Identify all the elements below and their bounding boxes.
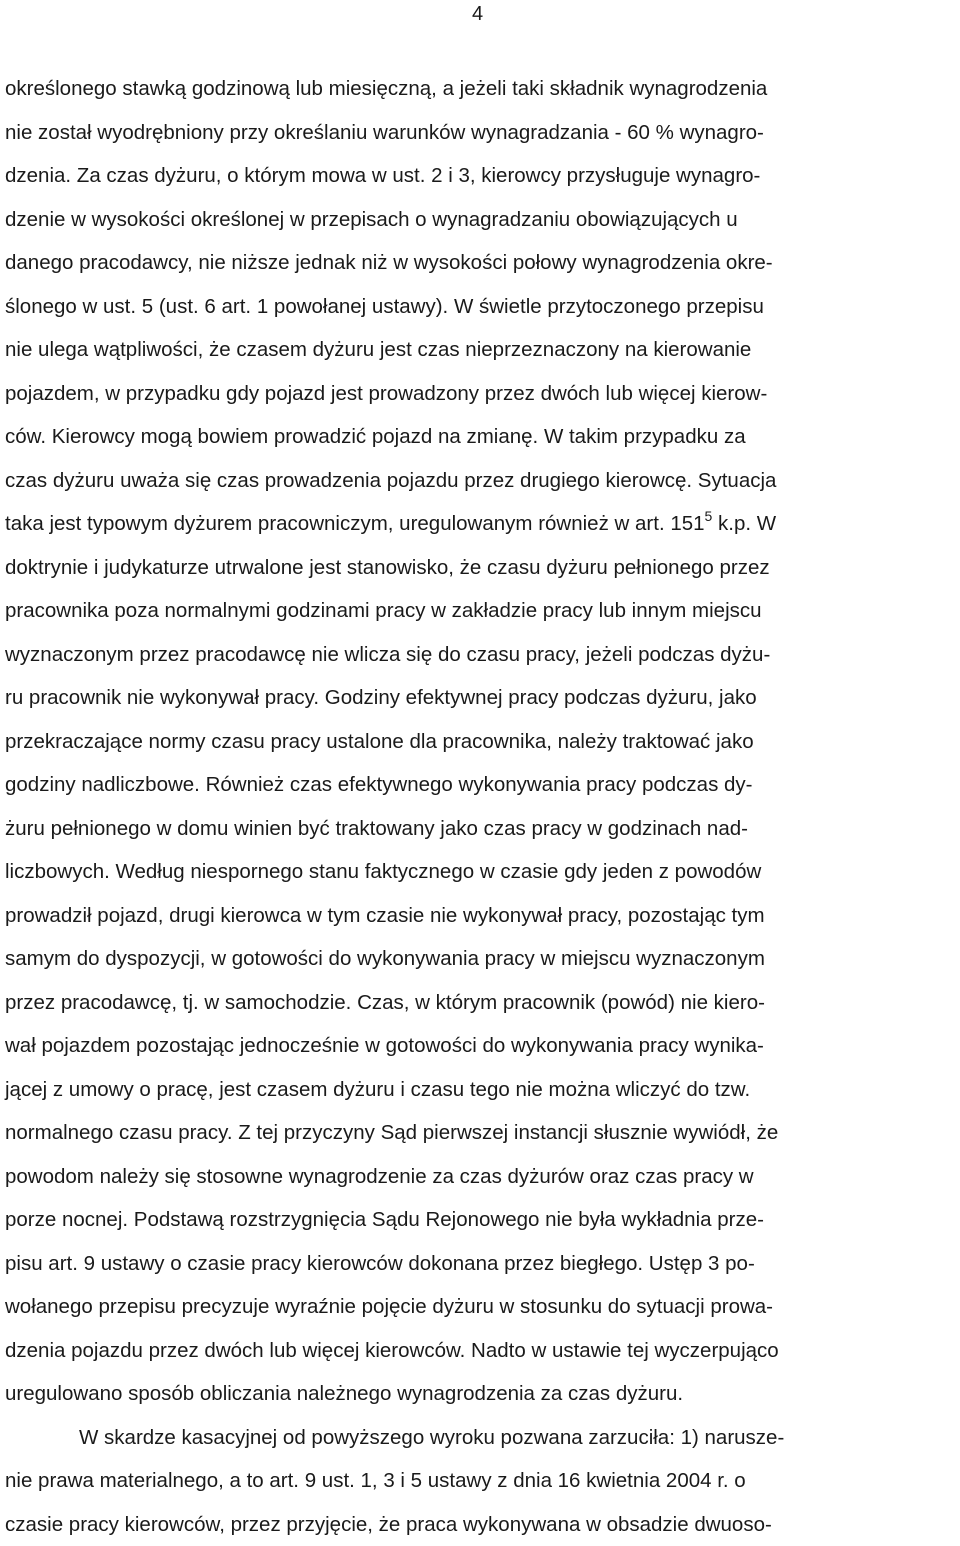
text-line [5, 1459, 784, 1503]
line-text: ślonego w ust. 5 (ust. 6 art. 1 powołanej ustawy). W świetle przytoczonego przepisu [5, 295, 764, 318]
text-line [5, 415, 784, 459]
line-text: ru pracownik nie wykonywał pracy. Godziny efektywnej pracy podczas dyżuru, jako [5, 686, 757, 709]
line-text: pracownika poza normalnymi godzinami pracy w zakładzie pracy lub innym miejscu [5, 599, 762, 622]
text-line [5, 937, 784, 981]
line-text: dzenia. Za czas dyżuru, o którym mowa w ust. 2 i 3, kierowcy przysługuje wynagro- [5, 164, 760, 187]
text-line [5, 1503, 784, 1546]
text-line [5, 1372, 784, 1416]
line-text: nie prawa materialnego, a to art. 9 ust. 1, 3 i 5 ustawy z dnia 16 kwietnia 2004 r. o [5, 1469, 746, 1492]
line-text: liczbowych. Według niespornego stanu faktycznego w czasie gdy jeden z powodów [5, 860, 761, 883]
text-line [5, 546, 784, 590]
line-text: nie ulega wątpliwości, że czasem dyżuru jest czas nieprzeznaczony na kierowanie [5, 338, 751, 361]
line-text: pisu art. 9 ustawy o czasie pracy kierowców dokonana przez biegłego. Ustęp 3 po- [5, 1252, 755, 1275]
text-line [5, 285, 784, 329]
line-text: czas dyżuru uważa się czas prowadzenia pojazdu przez drugiego kierowcę. Sytuacja [5, 469, 776, 492]
line-text: wyznaczonym przez pracodawcę nie wlicza się do czasu pracy, jeżeli podczas dyżu- [5, 643, 770, 666]
line-text: W skardze kasacyjnej od powyższego wyroku pozwana zarzuciła: 1) narusze- [79, 1426, 784, 1449]
line-text: doktrynie i judykaturze utrwalone jest stanowisko, że czasu dyżuru pełnionego przez [5, 556, 770, 579]
text-line [5, 1329, 784, 1373]
text-line [5, 1068, 784, 1112]
line-text: jącej z umowy o pracę, jest czasem dyżuru i czasu tego nie można wliczyć do tzw. [5, 1078, 750, 1101]
text-line [5, 1285, 784, 1329]
line-text: przez pracodawcę, tj. w samochodzie. Czas, w którym pracownik (powód) nie kiero- [5, 991, 765, 1014]
line-text-continued: k.p. W [712, 512, 776, 535]
text-line [5, 372, 784, 416]
superscript: 5 [705, 508, 713, 524]
line-text: prowadził pojazd, drugi kierowca w tym czasie nie wykonywał pracy, pozostając tym [5, 904, 765, 927]
page-number: 4 [472, 2, 483, 26]
line-text: powodom należy się stosowne wynagrodzenie za czas dyżurów oraz czas pracy w [5, 1165, 754, 1188]
text-line [5, 981, 784, 1025]
line-text: czasie pracy kierowców, przez przyjęcie, że praca wykonywana w obsadzie dwuoso- [5, 1513, 772, 1536]
line-text: wołanego przepisu precyzuje wyraźnie pojęcie dyżuru w stosunku do sytuacji prowa- [5, 1295, 773, 1318]
document-body [5, 67, 784, 1546]
text-line [5, 1111, 784, 1155]
text-line [5, 241, 784, 285]
text-line [5, 111, 784, 155]
text-line [5, 502, 784, 546]
text-line [5, 850, 784, 894]
text-line [5, 807, 784, 851]
text-line [5, 154, 784, 198]
text-line [5, 459, 784, 503]
line-text: samym do dyspozycji, w gotowości do wykonywania pracy w miejscu wyznaczonym [5, 947, 765, 970]
line-text: uregulowano sposób obliczania należnego wynagrodzenia za czas dyżuru. [5, 1382, 683, 1405]
line-text: żuru pełnionego w domu winien być traktowany jako czas pracy w godzinach nad- [5, 817, 748, 840]
line-text: dzenia pojazdu przez dwóch lub więcej kierowców. Nadto w ustawie tej wyczerpująco [5, 1339, 779, 1362]
line-text: taka jest typowym dyżurem pracowniczym, uregulowanym również w art. 151 [5, 512, 705, 535]
line-text: nie został wyodrębniony przy określaniu warunków wynagradzania - 60 % wynagro- [5, 121, 764, 144]
text-line [5, 763, 784, 807]
text-line [5, 67, 784, 111]
line-text: normalnego czasu pracy. Z tej przyczyny Sąd pierwszej instancji słusznie wywiódł, że [5, 1121, 778, 1144]
line-text: przekraczające normy czasu pracy ustalone dla pracownika, należy traktować jako [5, 730, 754, 753]
line-text: wał pojazdem pozostając jednocześnie w gotowości do wykonywania pracy wynika- [5, 1034, 764, 1057]
line-text: porze nocnej. Podstawą rozstrzygnięcia Sądu Rejonowego nie była wykładnia prze- [5, 1208, 764, 1231]
text-line [5, 633, 784, 677]
line-text: godziny nadliczbowe. Również czas efektywnego wykonywania pracy podczas dy- [5, 773, 753, 796]
text-line [5, 1242, 784, 1286]
text-line [5, 1155, 784, 1199]
text-line [5, 198, 784, 242]
text-line [5, 676, 784, 720]
text-line [5, 589, 784, 633]
text-line [5, 894, 784, 938]
text-line [5, 1198, 784, 1242]
line-text: określonego stawką godzinową lub miesięczną, a jeżeli taki składnik wynagrodzenia [5, 77, 767, 100]
line-text: pojazdem, w przypadku gdy pojazd jest prowadzony przez dwóch lub więcej kierow- [5, 382, 767, 405]
text-line [5, 1416, 784, 1460]
text-line [5, 1024, 784, 1068]
line-text: ców. Kierowcy mogą bowiem prowadzić pojazd na zmianę. W takim przypadku za [5, 425, 746, 448]
line-text: danego pracodawcy, nie niższe jednak niż w wysokości połowy wynagrodzenia okre- [5, 251, 773, 274]
line-text: dzenie w wysokości określonej w przepisach o wynagradzaniu obowiązujących u [5, 208, 738, 231]
text-line [5, 328, 784, 372]
text-line [5, 720, 784, 764]
